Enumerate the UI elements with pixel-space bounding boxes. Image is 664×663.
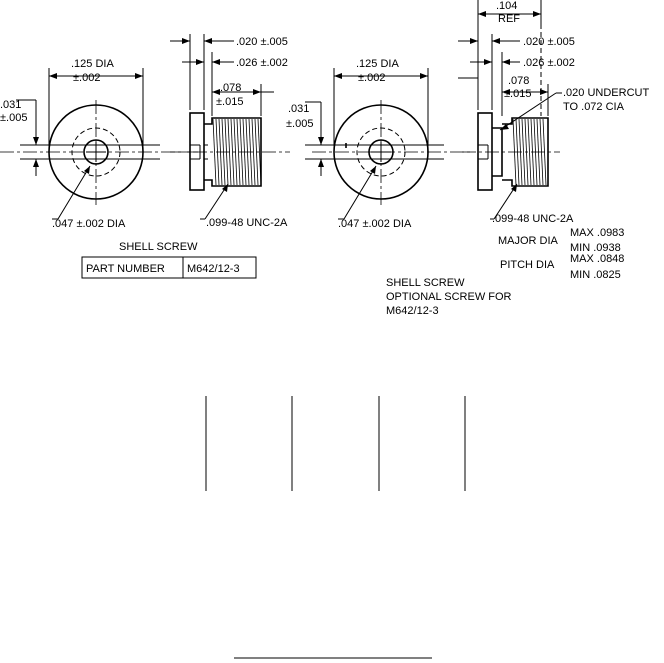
undercut-line-2: TO .072 CIA	[563, 101, 624, 113]
left-dim-031	[0, 99, 44, 176]
major-dia-min: MIN .0938	[570, 242, 621, 254]
left-dim-031-tol: ±.005	[0, 112, 28, 124]
left-dim-thread	[200, 184, 288, 229]
thread-lines-left	[213, 119, 261, 185]
part-number-table	[82, 257, 256, 278]
part-number-value: M642/12-3	[187, 263, 240, 275]
thread-line	[528, 119, 531, 185]
right-dim-047-value: .047 ±.002 DIA	[338, 218, 412, 230]
right-dim-thread	[490, 184, 574, 225]
right-dim-078-value: .078	[508, 75, 530, 87]
right-dim-026-value: .026 ±.002	[523, 57, 575, 69]
right-dim-031-value: .031	[288, 103, 310, 115]
right-note-line-3: M642/12-3	[386, 305, 439, 317]
right-end-view	[312, 100, 470, 205]
right-dim-078	[458, 75, 548, 116]
left-title: SHELL SCREW	[119, 241, 198, 253]
right-dim-125-value: .125 DIA	[356, 58, 399, 70]
right-dim-104-ref: REF	[498, 13, 520, 25]
left-dim-078-tol: ±.015	[216, 96, 244, 108]
right-thread-value: .099-48 UNC-2A	[492, 213, 574, 225]
thread-line	[213, 119, 216, 185]
pitch-dia-max: MAX .0848	[570, 253, 625, 265]
right-dim-078-tol: ±.015	[504, 88, 532, 100]
right-dim-031-tol: ±.005	[286, 118, 314, 130]
right-note	[386, 277, 512, 317]
right-note-line-2: OPTIONAL SCREW FOR	[386, 291, 512, 303]
undercut-line-1: .020 UNDERCUT	[563, 87, 650, 99]
left-dim-026-value: .026 ±.002	[236, 57, 288, 69]
column-rules	[206, 396, 465, 491]
right-side-view	[462, 113, 560, 190]
left-thread-value: .099-48 UNC-2A	[206, 217, 288, 229]
right-dim-104-value: .104	[496, 0, 518, 12]
left-side-view	[170, 113, 290, 190]
right-dim-031	[286, 102, 330, 176]
left-dim-047-value: .047 ±.002 DIA	[52, 218, 126, 230]
left-dim-078	[212, 82, 274, 116]
pitch-dia-min: MIN .0825	[570, 269, 621, 281]
left-end-view	[0, 100, 200, 205]
right-note-line-1: SHELL SCREW	[386, 277, 465, 289]
left-dim-031-value: .031	[0, 99, 22, 111]
thread-spec	[498, 227, 624, 281]
left-dim-078-value: .078	[220, 82, 242, 94]
part-number-label: PART NUMBER	[86, 263, 165, 275]
left-dim-125-tol: ±.002	[73, 72, 101, 84]
right-dim-125-tol: ±.002	[358, 72, 386, 84]
left-dim-125-value: .125 DIA	[71, 58, 114, 70]
thread-line	[522, 119, 525, 185]
major-dia-max: MAX .0983	[570, 227, 625, 239]
left-dim-020-value: .020 ±.005	[236, 36, 288, 48]
major-dia-label: MAJOR DIA	[498, 235, 558, 247]
right-dim-020-value: .020 ±.005	[523, 36, 575, 48]
pitch-dia-label: PITCH DIA	[500, 259, 555, 271]
